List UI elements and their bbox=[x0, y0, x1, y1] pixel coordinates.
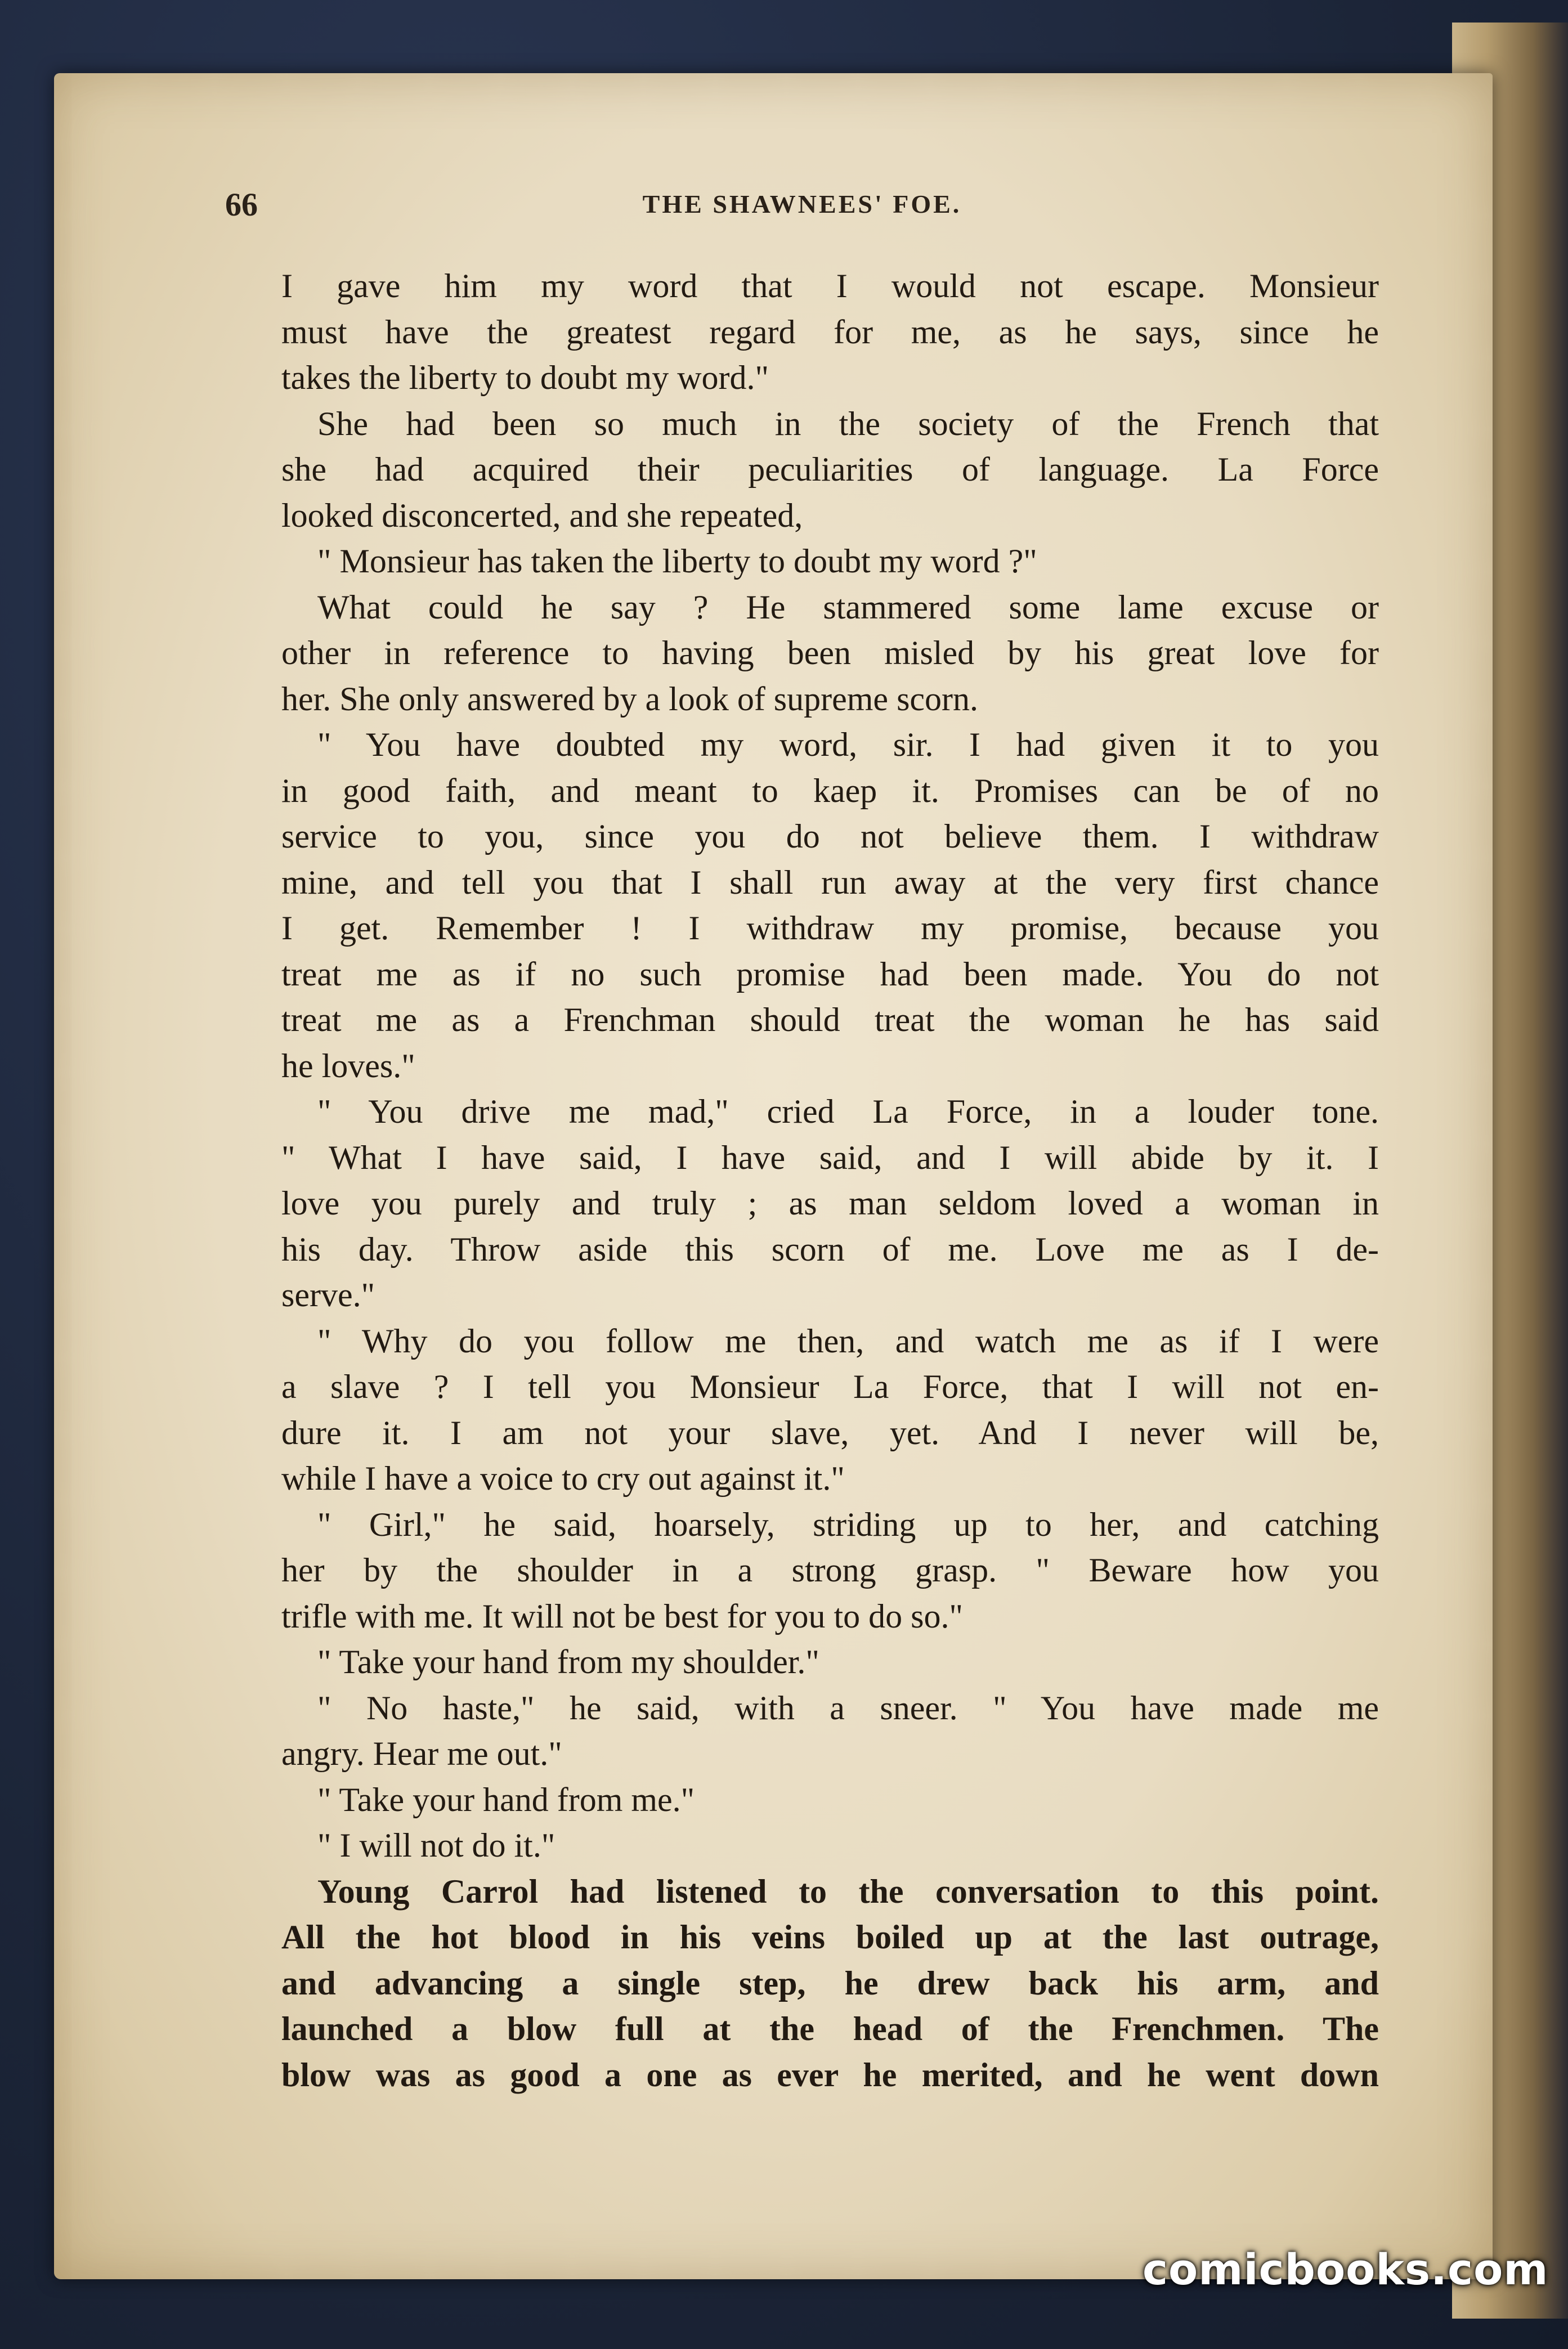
text-line: service to you, since you do not believe them. I withdraw bbox=[281, 818, 1379, 855]
text-line: blow was as good a one as ever he merited, and he went down bbox=[281, 2056, 1379, 2094]
text-line: She had been so much in the society of the French that bbox=[317, 405, 1379, 442]
text-line: " No haste," he said, with a sneer. " You have made me bbox=[317, 1689, 1379, 1727]
text-line: her. She only answered by a look of supreme scorn. bbox=[281, 680, 979, 718]
body-text bbox=[281, 263, 1379, 2098]
text-line: dure it. I am not your slave, yet. And I never will be, bbox=[281, 1414, 1379, 1451]
text-line: " You have doubted my word, sir. I had given it to you bbox=[317, 726, 1379, 763]
text-line: angry. Hear me out." bbox=[281, 1735, 562, 1772]
text-line: his day. Throw aside this scorn of me. Love me as I de- bbox=[281, 1230, 1379, 1268]
text-line: What could he say ? He stammered some lame excuse or bbox=[317, 588, 1379, 626]
text-line: " Monsieur has taken the liberty to doubt my word ?" bbox=[317, 543, 1037, 580]
text-line: " Why do you follow me then, and watch me as if I were bbox=[317, 1322, 1379, 1360]
text-line: treat me as if no such promise had been made. You do not bbox=[281, 955, 1379, 993]
text-line: trifle with me. It will not be best for you to do so." bbox=[281, 1597, 963, 1635]
text-line: treat me as a Frenchman should treat the woman he has said bbox=[281, 1001, 1379, 1038]
text-line: " Take your hand from me." bbox=[317, 1781, 695, 1818]
text-line: takes the liberty to doubt my word." bbox=[281, 359, 769, 396]
text-line: " What I have said, I have said, and I will abide by it. I bbox=[281, 1138, 1379, 1176]
text-line: mine, and tell you that I shall run away at the very first chance bbox=[281, 863, 1379, 901]
text-line: in good faith, and meant to kaep it. Promises can be of no bbox=[281, 772, 1379, 809]
text-line: he loves." bbox=[281, 1047, 415, 1084]
text-line: " I will not do it." bbox=[317, 1827, 555, 1864]
text-line: other in reference to having been misled by his great love for bbox=[281, 634, 1379, 671]
text-line: " Take your hand from my shoulder." bbox=[317, 1643, 819, 1680]
text-line: looked disconcerted, and she repeated, bbox=[281, 496, 803, 534]
text-line: a slave ? I tell you Monsieur La Force, that I will not en- bbox=[281, 1368, 1379, 1405]
page-number: 66 bbox=[225, 186, 258, 223]
text-line: while I have a voice to cry out against it." bbox=[281, 1460, 845, 1497]
text-line: I get. Remember ! I withdraw my promise, because you bbox=[281, 909, 1379, 947]
text-line: love you purely and truly ; as man seldom loved a woman in bbox=[281, 1185, 1379, 1222]
text-line: serve." bbox=[281, 1276, 375, 1314]
text-line: All the hot blood in his veins boiled up at the last outrage, bbox=[281, 1918, 1379, 1956]
text-line: launched a blow full at the head of the Frenchmen. The bbox=[281, 2010, 1379, 2047]
watermark-logo: comicbooks.com bbox=[1143, 2244, 1549, 2294]
running-title: THE SHAWNEES' FOE. bbox=[642, 190, 962, 218]
text-line: must have the greatest regard for me, as he says, since he bbox=[281, 313, 1379, 351]
text-line: I gave him my word that I would not escape. Monsieur bbox=[281, 267, 1379, 304]
text-line: " You drive me mad," cried La Force, in a louder tone. bbox=[317, 1093, 1379, 1130]
text-line: her by the shoulder in a strong grasp. " Beware how you bbox=[281, 1552, 1379, 1589]
text-line: Young Carrol had listened to the conversation to this point. bbox=[317, 1872, 1379, 1910]
text-line: she had acquired their peculiarities of language. La Force bbox=[281, 451, 1379, 488]
text-line: " Girl," he said, hoarsely, striding up to her, and catching bbox=[317, 1505, 1379, 1543]
text-line: and advancing a single step, he drew back his arm, and bbox=[281, 1964, 1379, 2002]
running-head bbox=[225, 186, 1379, 231]
